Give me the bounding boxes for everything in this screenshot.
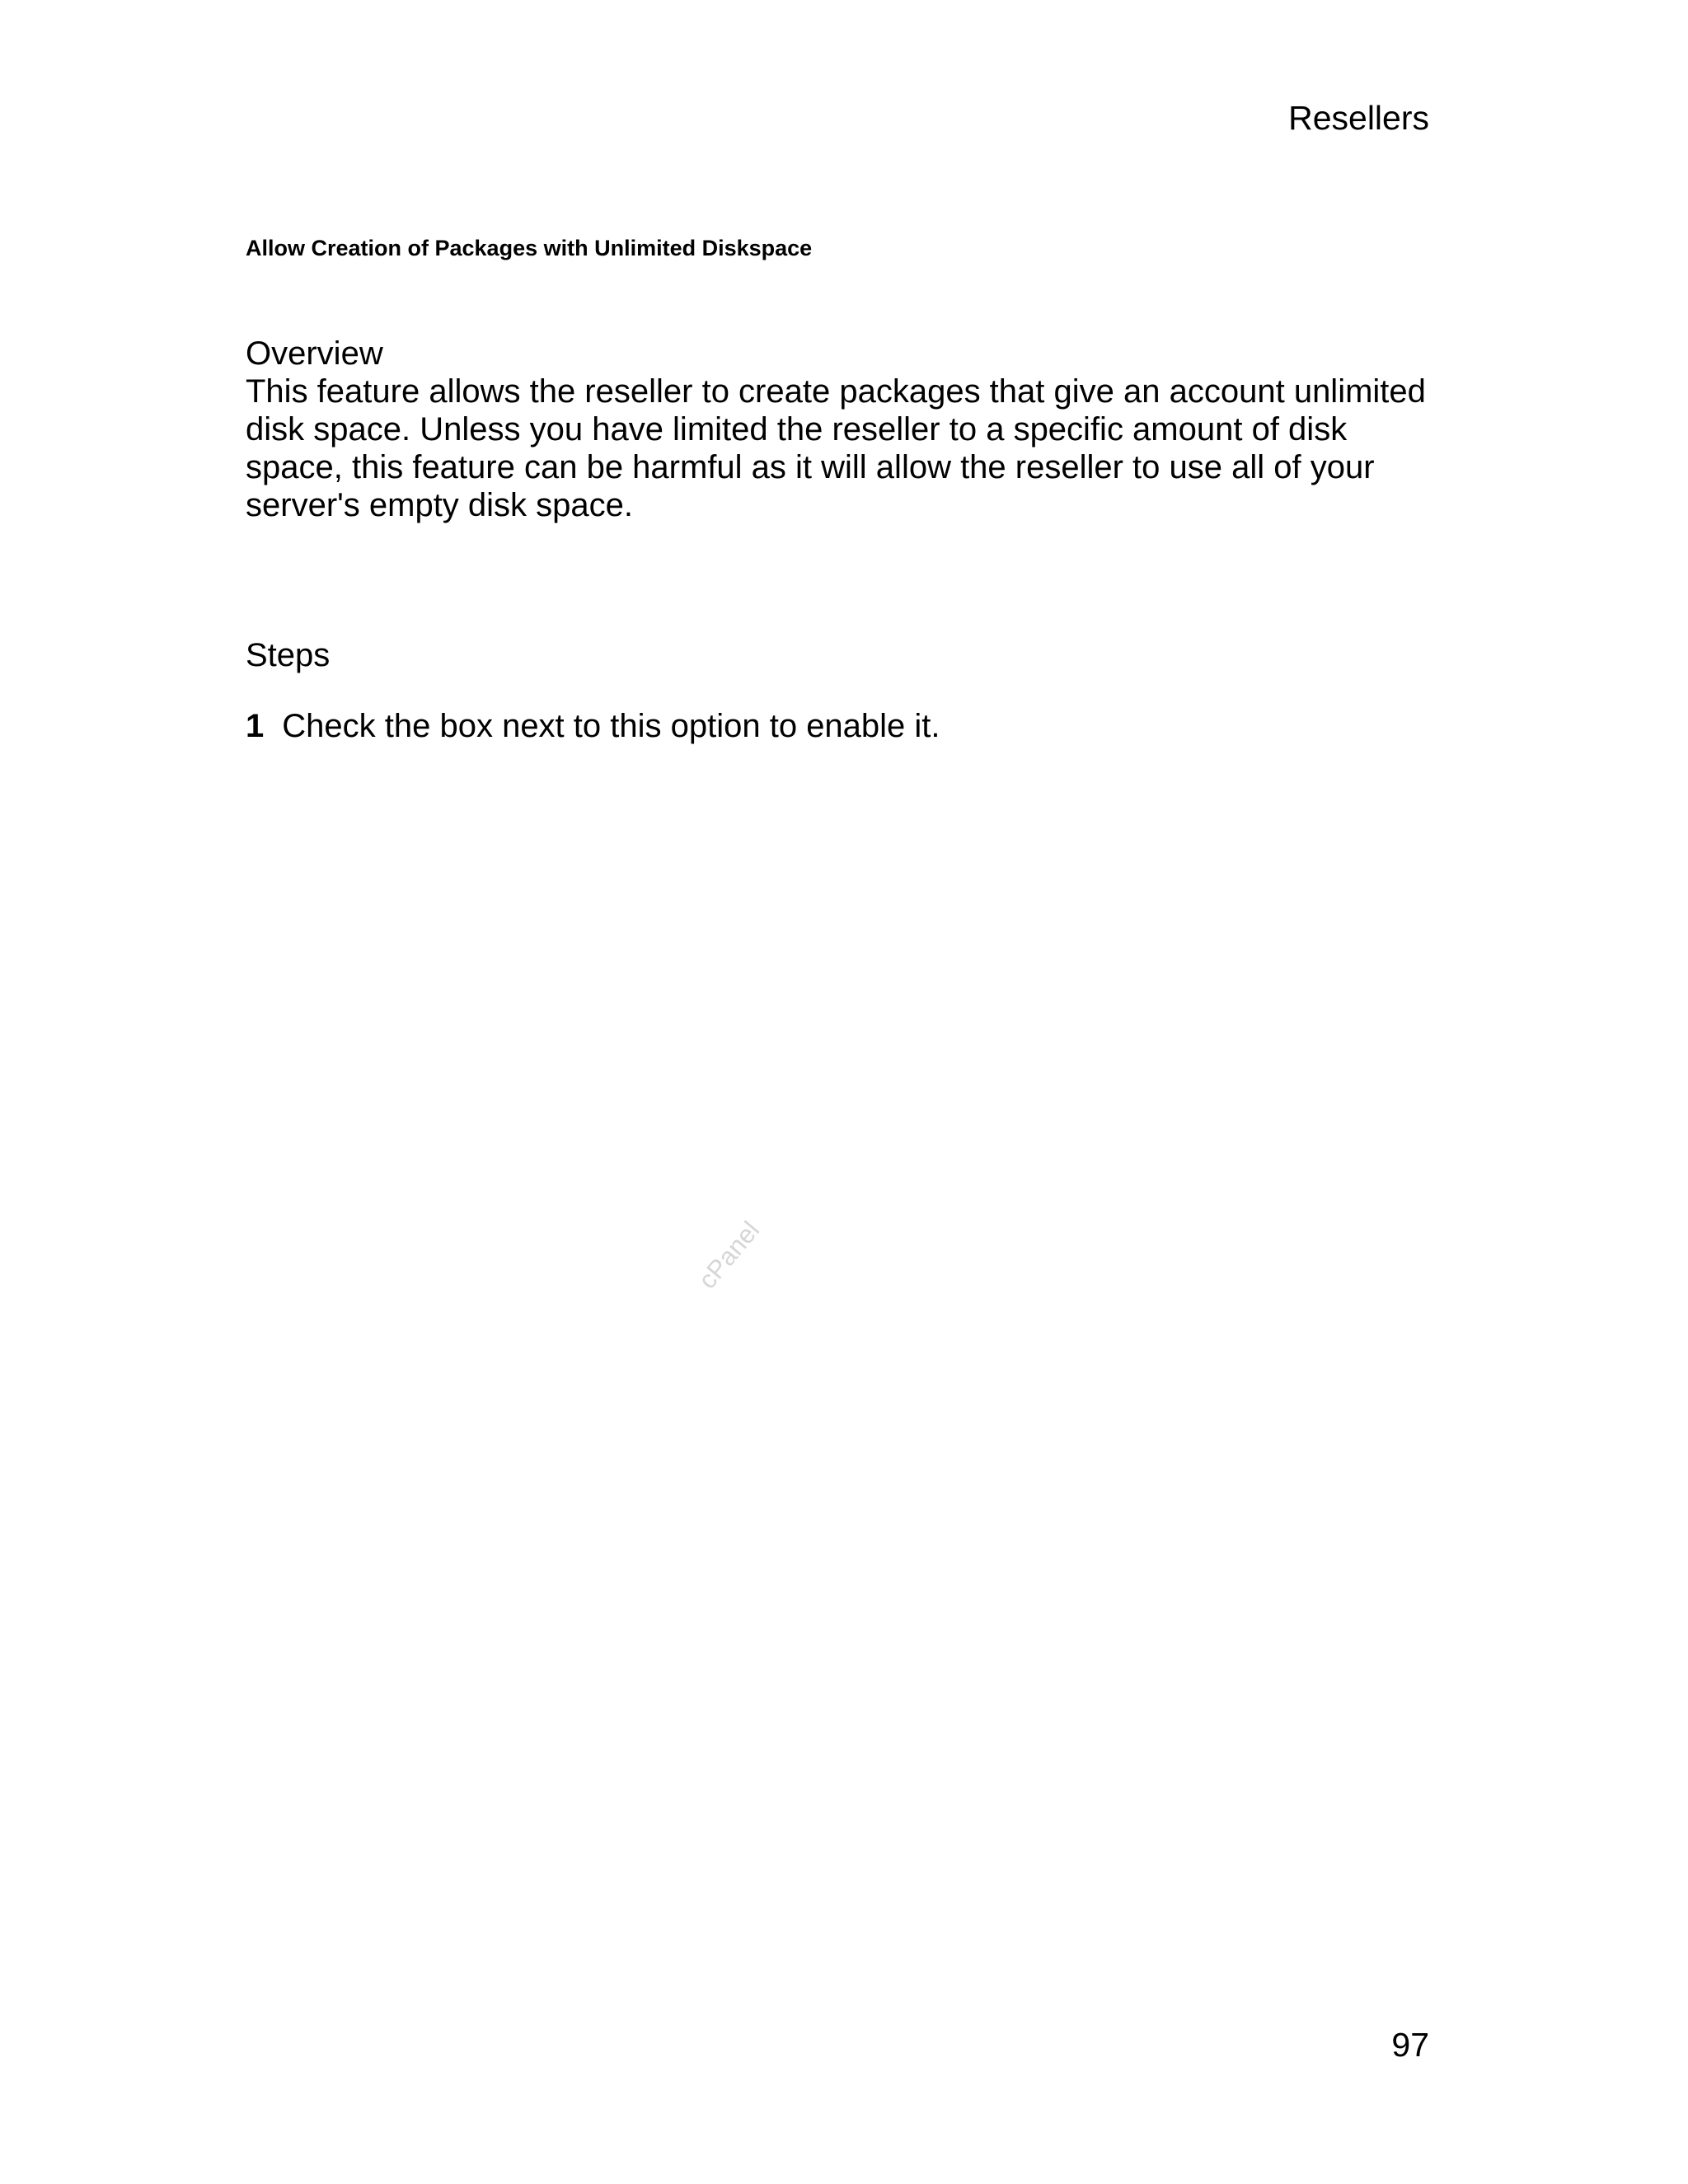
step-text: Check the box next to this option to enable it. — [282, 708, 940, 744]
overview-line: space, this feature can be harmful as it will allow the reseller to use all of your — [246, 449, 1375, 485]
overview-line: This feature allows the reseller to create packages that give an account unlimited — [246, 373, 1426, 410]
section-title: Allow Creation of Packages with Unlimited Diskspace — [246, 236, 813, 260]
running-header: Resellers — [1288, 99, 1429, 137]
steps-heading: Steps — [246, 637, 331, 673]
page-number: 97 — [1391, 2026, 1429, 2064]
overview-line: server's empty disk space. — [246, 487, 634, 523]
step-item — [246, 707, 940, 745]
watermark-logo: cPanel — [692, 1216, 766, 1295]
overview-heading: Overview — [246, 335, 383, 372]
step-number: 1 — [246, 708, 265, 744]
overview-line: disk space. Unless you have limited the reseller to a specific amount of disk — [246, 411, 1348, 448]
overview-paragraph — [246, 373, 1457, 524]
